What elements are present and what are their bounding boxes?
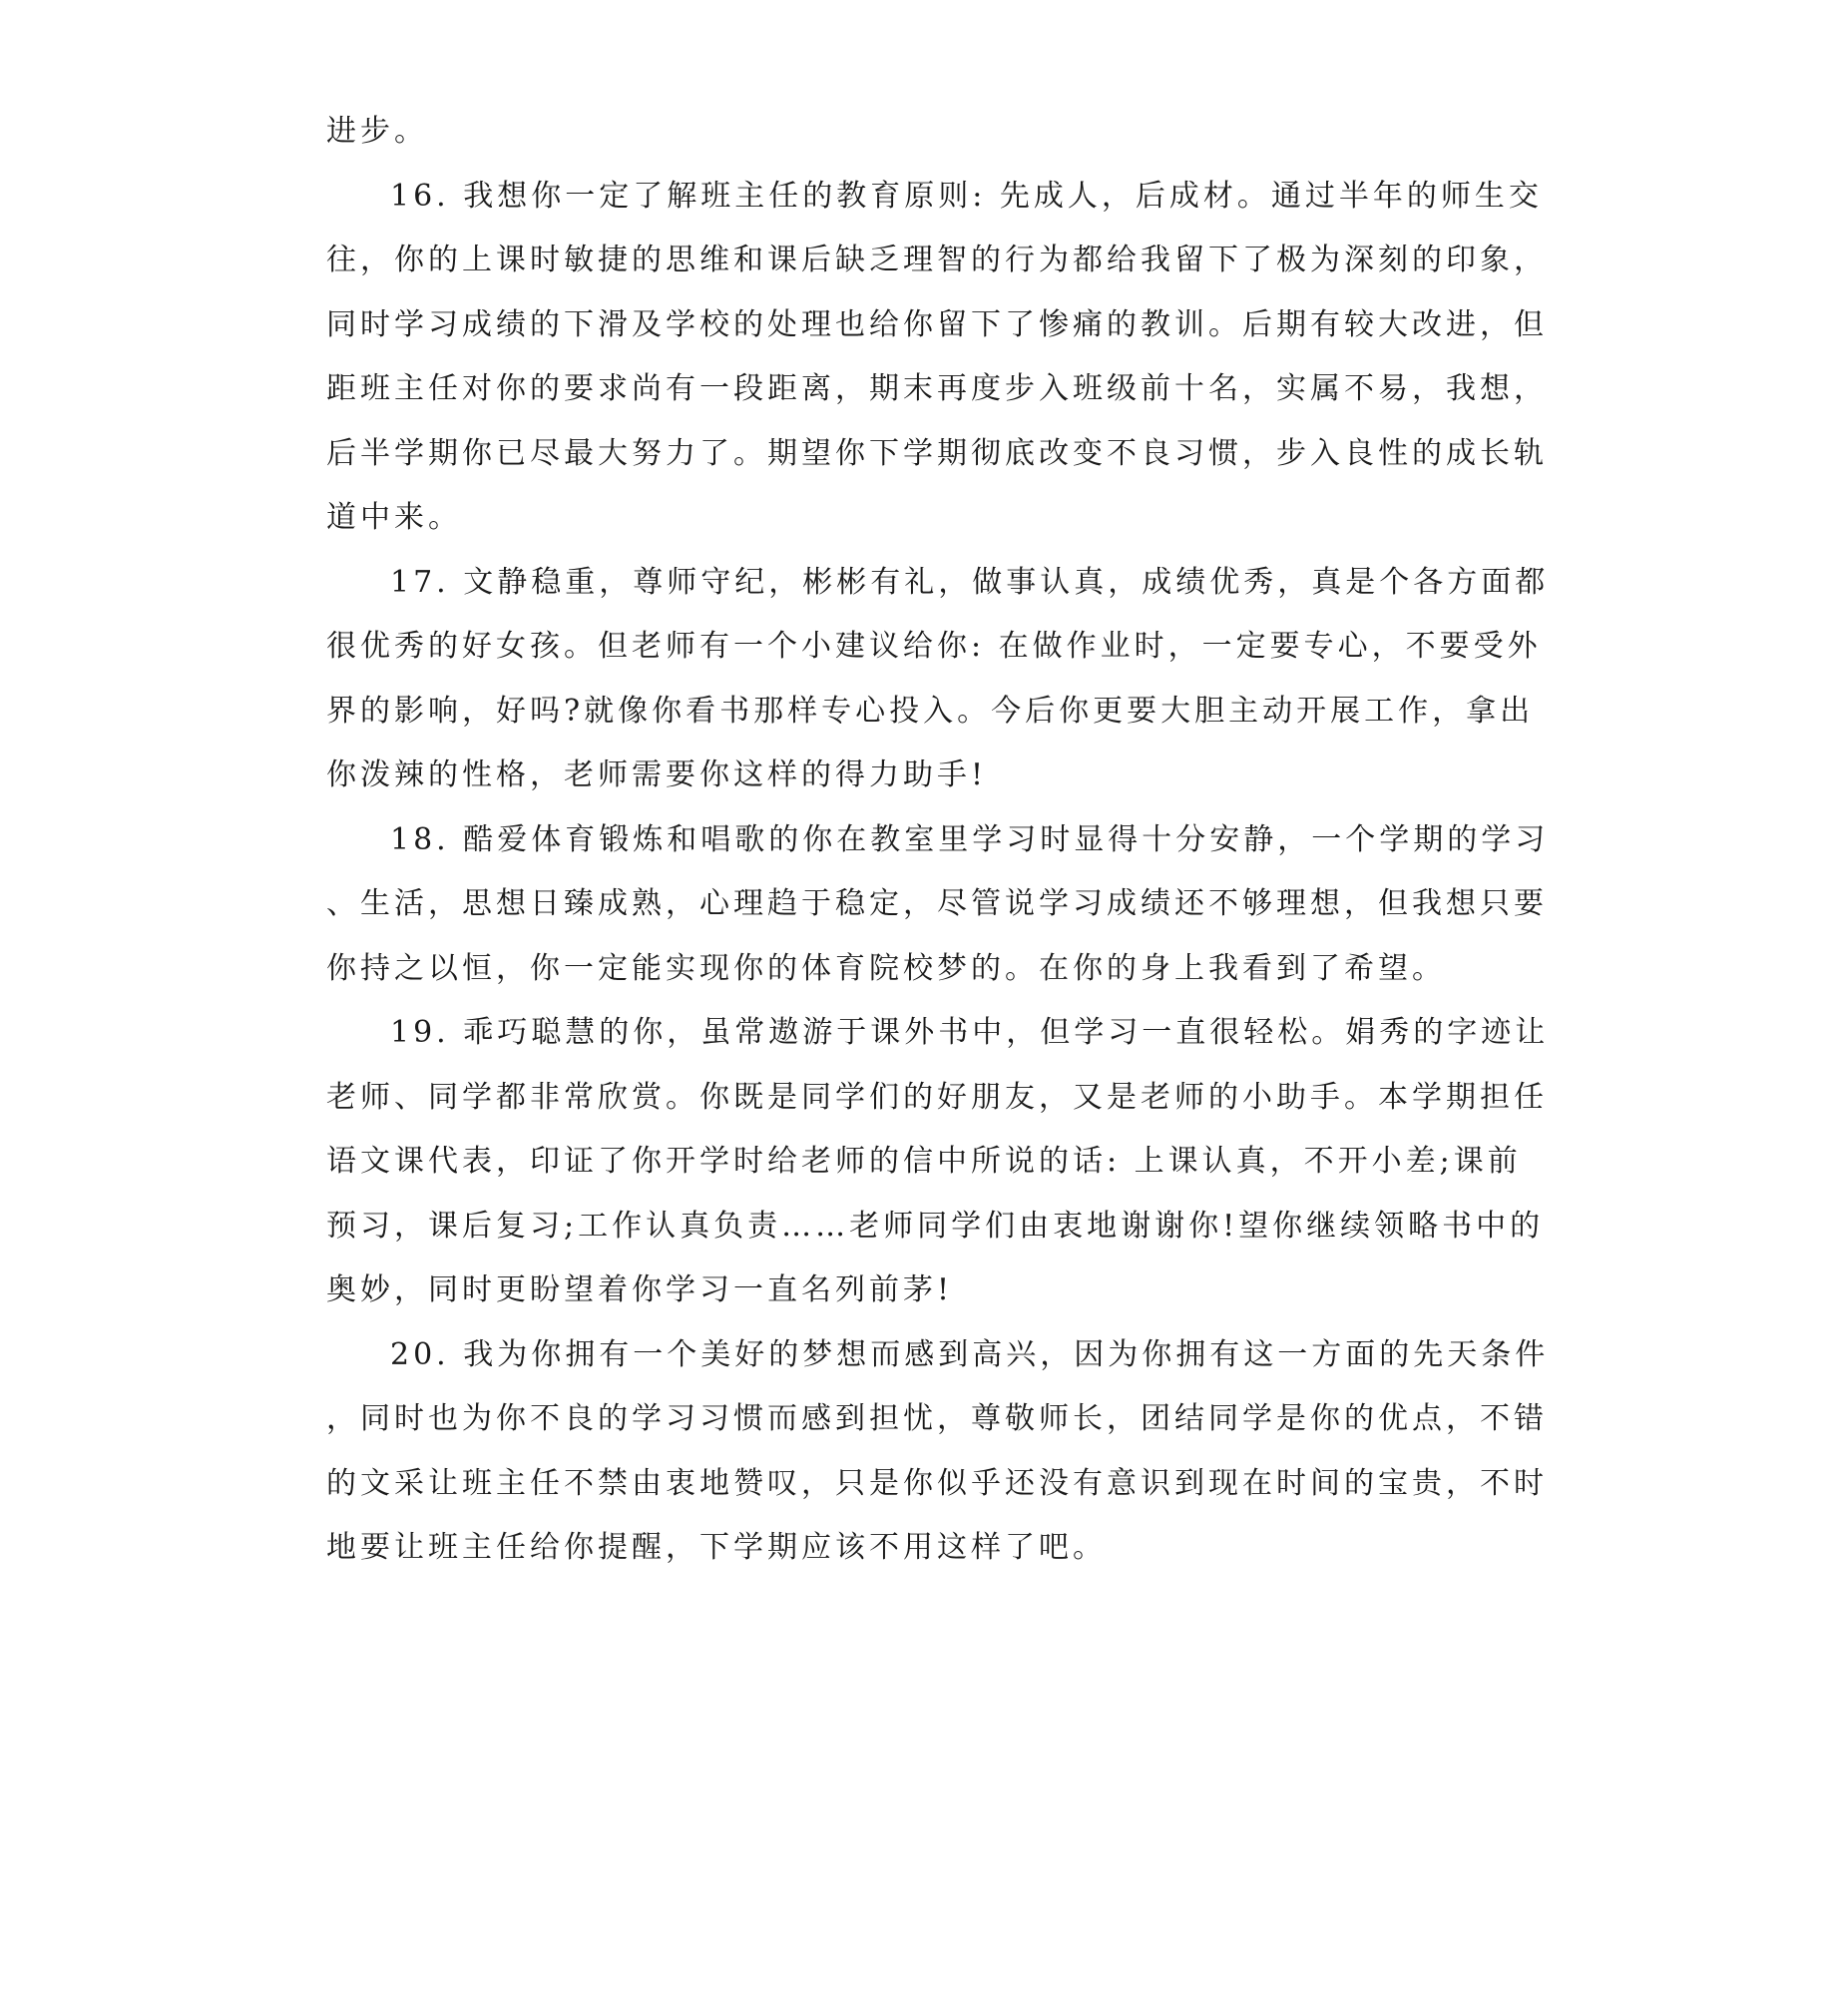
text-line: 、生活，思想日臻成熟，心理趋于稳定，尽管说学习成绩还不够理想，但我想只要 xyxy=(326,886,1548,921)
text-line: 距班主任对你的要求尚有一段距离，期末再度步入班级前十名，实属不易，我想， xyxy=(326,371,1548,406)
text-line: 同时学习成绩的下滑及学校的处理也给你留下了惨痛的教训。后期有较大改进，但 xyxy=(326,306,1548,342)
text-line: 你泼辣的性格，老师需要你这样的得力助手! xyxy=(326,757,988,792)
text-line: 地要让班主任给你提醒，下学期应该不用这样了吧。 xyxy=(326,1530,1107,1565)
document-body xyxy=(326,100,1550,1581)
text-line: 往，你的上课时敏捷的思维和课后缺乏理智的行为都给我留下了极为深刻的印象， xyxy=(326,243,1548,277)
text-line: 你持之以恒，你一定能实现你的体育院校梦的。在你的身上我看到了希望。 xyxy=(326,950,1446,986)
text-line: 奥妙，同时更盼望着你学习一直名列前茅! xyxy=(326,1272,954,1307)
text-line: ，同时也为你不良的学习习惯而感到担忧，尊敬师长，团结同学是你的优点，不错 xyxy=(326,1401,1548,1436)
paragraph-18-line: 18. 酷爱体育锻炼和唱歌的你在教室里学习时显得十分安静，一个学期的学习 xyxy=(390,821,1550,857)
text-line: 后半学期你已尽最大努力了。期望你下学期彻底改变不良习惯，步入良性的成长轨 xyxy=(326,435,1548,471)
text-line: 很优秀的好女孩。但老师有一个小建议给你: 在做作业时，一定要专心，不要受外 xyxy=(326,629,1542,664)
paragraph-20-line: 20. 我为你拥有一个美好的梦想而感到高兴，因为你拥有这一方面的先天条件 xyxy=(390,1336,1550,1372)
text-line: 的文采让班主任不禁由衷地赞叹，只是你似乎还没有意识到现在时间的宝贵，不时 xyxy=(326,1465,1548,1501)
paragraph-19-line: 19. 乖巧聪慧的你，虽常遨游于课外书中，但学习一直很轻松。娟秀的字迹让 xyxy=(390,1015,1550,1050)
paragraph-17-line: 17. 文静稳重，尊师守纪，彬彬有礼，做事认真，成绩优秀，真是个各方面都 xyxy=(390,564,1550,600)
text-line: 进步。 xyxy=(326,114,428,149)
text-line: 语文课代表，印证了你开学时给老师的信中所说的话: 上课认真，不开小差;课前 xyxy=(326,1144,1522,1179)
text-line: 界的影响，好吗?就像你看书那样专心投入。今后你更要大胆主动开展工作，拿出 xyxy=(326,693,1535,729)
text-line: 老师、同学都非常欣赏。你既是同学们的好朋友，又是老师的小助手。本学期担任 xyxy=(326,1079,1548,1115)
text-line: 道中来。 xyxy=(326,500,462,535)
paragraph-16-line: 16. 我想你一定了解班主任的教育原则: 先成人，后成材。通过半年的师生交 xyxy=(390,178,1543,214)
text-line: 预习，课后复习;工作认真负责……老师同学们由衷地谢谢你!望你继续领略书中的 xyxy=(326,1208,1545,1244)
